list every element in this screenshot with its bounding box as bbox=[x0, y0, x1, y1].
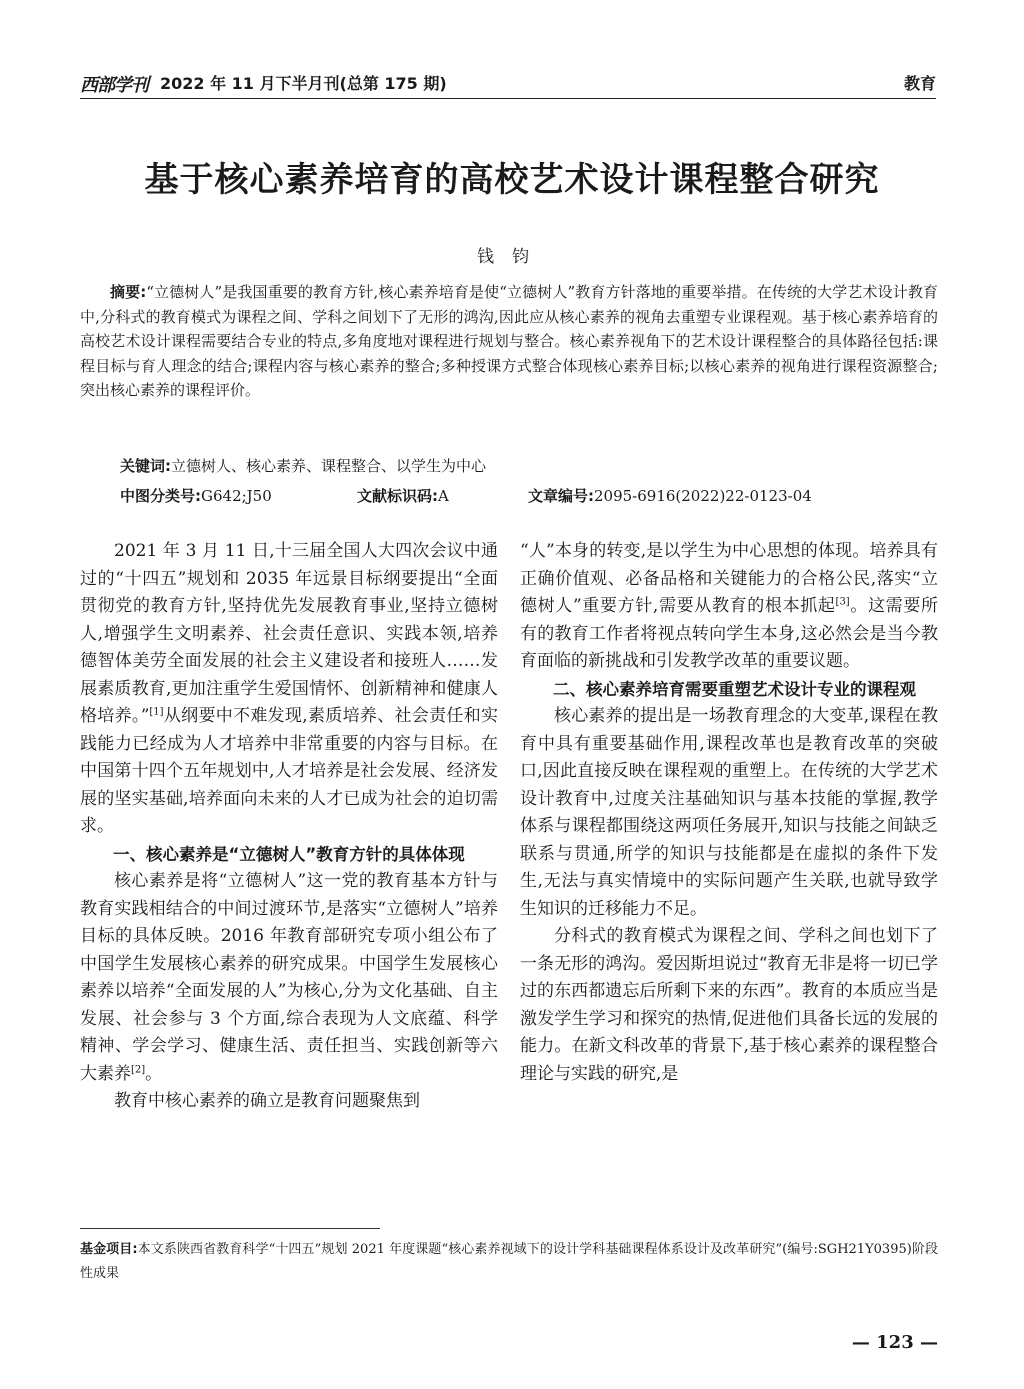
paragraph: 核心素养是将“立德树人”这一党的教育基本方针与教育实践相结合的中间过渡环节,是落实“立德树人”培养目标的具体反映。2016 年教育部研究专项小组公布了中国学生发展核心素养的研究成果。中国学生发展核心素养以培养“全面发展的人”为核心,分为文化基础、自主发展、社会参与 3 个方面,综合表现为人文底蕴、科学精神、学会学习、健康生活、责任担当、实践创新等六大素养[2]。 bbox=[80, 871, 498, 1084]
keywords bbox=[120, 455, 486, 476]
clc-value: G642;J50 bbox=[201, 487, 272, 505]
running-header bbox=[80, 68, 936, 98]
paragraph: 核心素养的提出是一场教育理念的大变革,课程在教育中具有重要基础作用,课程改革也是教育改革的突破口,因此直接反映在课程观的重塑上。在传统的大学艺术设计教育中,过度关注基础知识与基本技能的掌握,教学体系与课程都围绕这两项任务展开,知识与技能之间缺乏联系与贯通,所学的知识与技能都是在虚拟的条件下发生,无法与真实情境中的实际问题产生关联,也就导致学生知识的迁移能力不足。 bbox=[520, 706, 938, 919]
body-column-left bbox=[80, 538, 498, 1116]
abstract-text: “立德树人”是我国重要的教育方针,核心素养培育是使“立德树人”教育方针落地的重要举措。在传统的大学艺术设计教育中,分科式的教育模式为课程之间、学科之间划下了无形的鸿沟,因此应从核心素养的视角去重塑专业课程观。基于核心素养培育的高校艺术设计课程需要结合专业的特点,多角度地对课程进行规划与整合。核心素养视角下的艺术设计课程整合的具体路径包括:课程目标与育人理念的结合;课程内容与核心素养的整合;多种授课方式整合体现核心素养目标;以核心素养的视角进行课程资源整合;突出核心素养的课程评价。 bbox=[80, 283, 938, 399]
article-no-label: 文章编号: bbox=[528, 487, 594, 505]
paragraph: 教育中核心素养的确立是教育问题聚焦到 bbox=[114, 1091, 420, 1111]
funding-label: 基金项目: bbox=[80, 1242, 138, 1257]
article-title: 基于核心素养培育的高校艺术设计课程整合研究 bbox=[144, 160, 880, 200]
abstract-label: 摘要: bbox=[110, 283, 147, 301]
clc-number bbox=[120, 485, 272, 506]
paragraph: 2021 年 3 月 11 日,十三届全国人大四次会议中通过的“十四五”规划和 2035 年远景目标纲要提出“全面贯彻党的教育方针,坚持优先发展教育事业,坚持立德树人,增强学生文明素养、社会责任意识、实践本领,培养德智体美劳全面发展的社会主义建设者和接班人……发展素质教育,更加注重学生爱国情怀、创新精神和健康人格培养。”[1]从纲要中不难发现,素质培养、社会责任和实践能力已经成为人才培养中非常重要的内容与目标。在中国第十四个五年规划中,人才培养是社会发展、经济发展的坚实基础,培养面向未来的人才已成为社会的迫切需求。 bbox=[80, 541, 498, 836]
section-heading-1: 一、核心素养是“立德树人”教育方针的具体体现 bbox=[113, 844, 465, 864]
citation: [2] bbox=[131, 1063, 146, 1075]
doc-label: 文献标识码: bbox=[357, 487, 438, 505]
funding-text: 本文系陕西省教育科学“十四五”规划 2021 年度课题“核心素养视域下的设计学科基础课程体系设计及改革研究”(编号:SGH21Y0395)阶段性成果 bbox=[80, 1242, 938, 1281]
page-number: — 123 — bbox=[851, 1332, 938, 1353]
section-heading-2: 二、核心素养培育需要重塑艺术设计专业的课程观 bbox=[553, 679, 916, 699]
article-no-value: 2095-6916(2022)22-0123-04 bbox=[594, 487, 812, 505]
paragraph: “人”本身的转变,是以学生为中心思想的体现。培养具有正确价值观、必备品格和关键能力的合格公民,落实“立德树人”重要方针,需要从教育的根本抓起[3]。这需要所有的教育工作者将视点转向学生本身,这必然会是当今教育面临的新挑战和引发教学改革的重要议题。 bbox=[520, 541, 938, 671]
keywords-text: 立德树人、核心素养、课程整合、以学生为中心 bbox=[171, 457, 487, 475]
body-column-right bbox=[520, 538, 938, 1088]
clc-label: 中图分类号: bbox=[120, 487, 201, 505]
abstract bbox=[80, 280, 938, 403]
keywords-label: 关键词: bbox=[120, 457, 171, 475]
section-name: 教育 bbox=[903, 74, 936, 93]
author-name: 钱钧 bbox=[477, 247, 547, 267]
article-number bbox=[528, 485, 812, 506]
citation: [3] bbox=[835, 596, 850, 608]
header-rule bbox=[80, 98, 936, 99]
paragraph: 分科式的教育模式为课程之间、学科之间也划下了一条无形的鸿沟。爱因斯坦说过“教育无非是将一切已学过的东西都遗忘后所剩下来的东西”。教育的本质应当是激发学生学习和探究的热情,促进他们具备长远的发展的能力。在新文科改革的背景下,基于核心素养的课程整合理论与实践的研究,是 bbox=[520, 926, 938, 1084]
journal-logo: 西部学刊 bbox=[80, 75, 148, 96]
citation: [1] bbox=[149, 706, 164, 718]
funding-footnote bbox=[80, 1238, 938, 1286]
doc-value: A bbox=[438, 487, 449, 505]
issue-info: 2022 年 11 月下半月刊(总第 175 期) bbox=[160, 74, 447, 93]
footnote-rule bbox=[80, 1228, 380, 1229]
document-code bbox=[357, 485, 449, 506]
